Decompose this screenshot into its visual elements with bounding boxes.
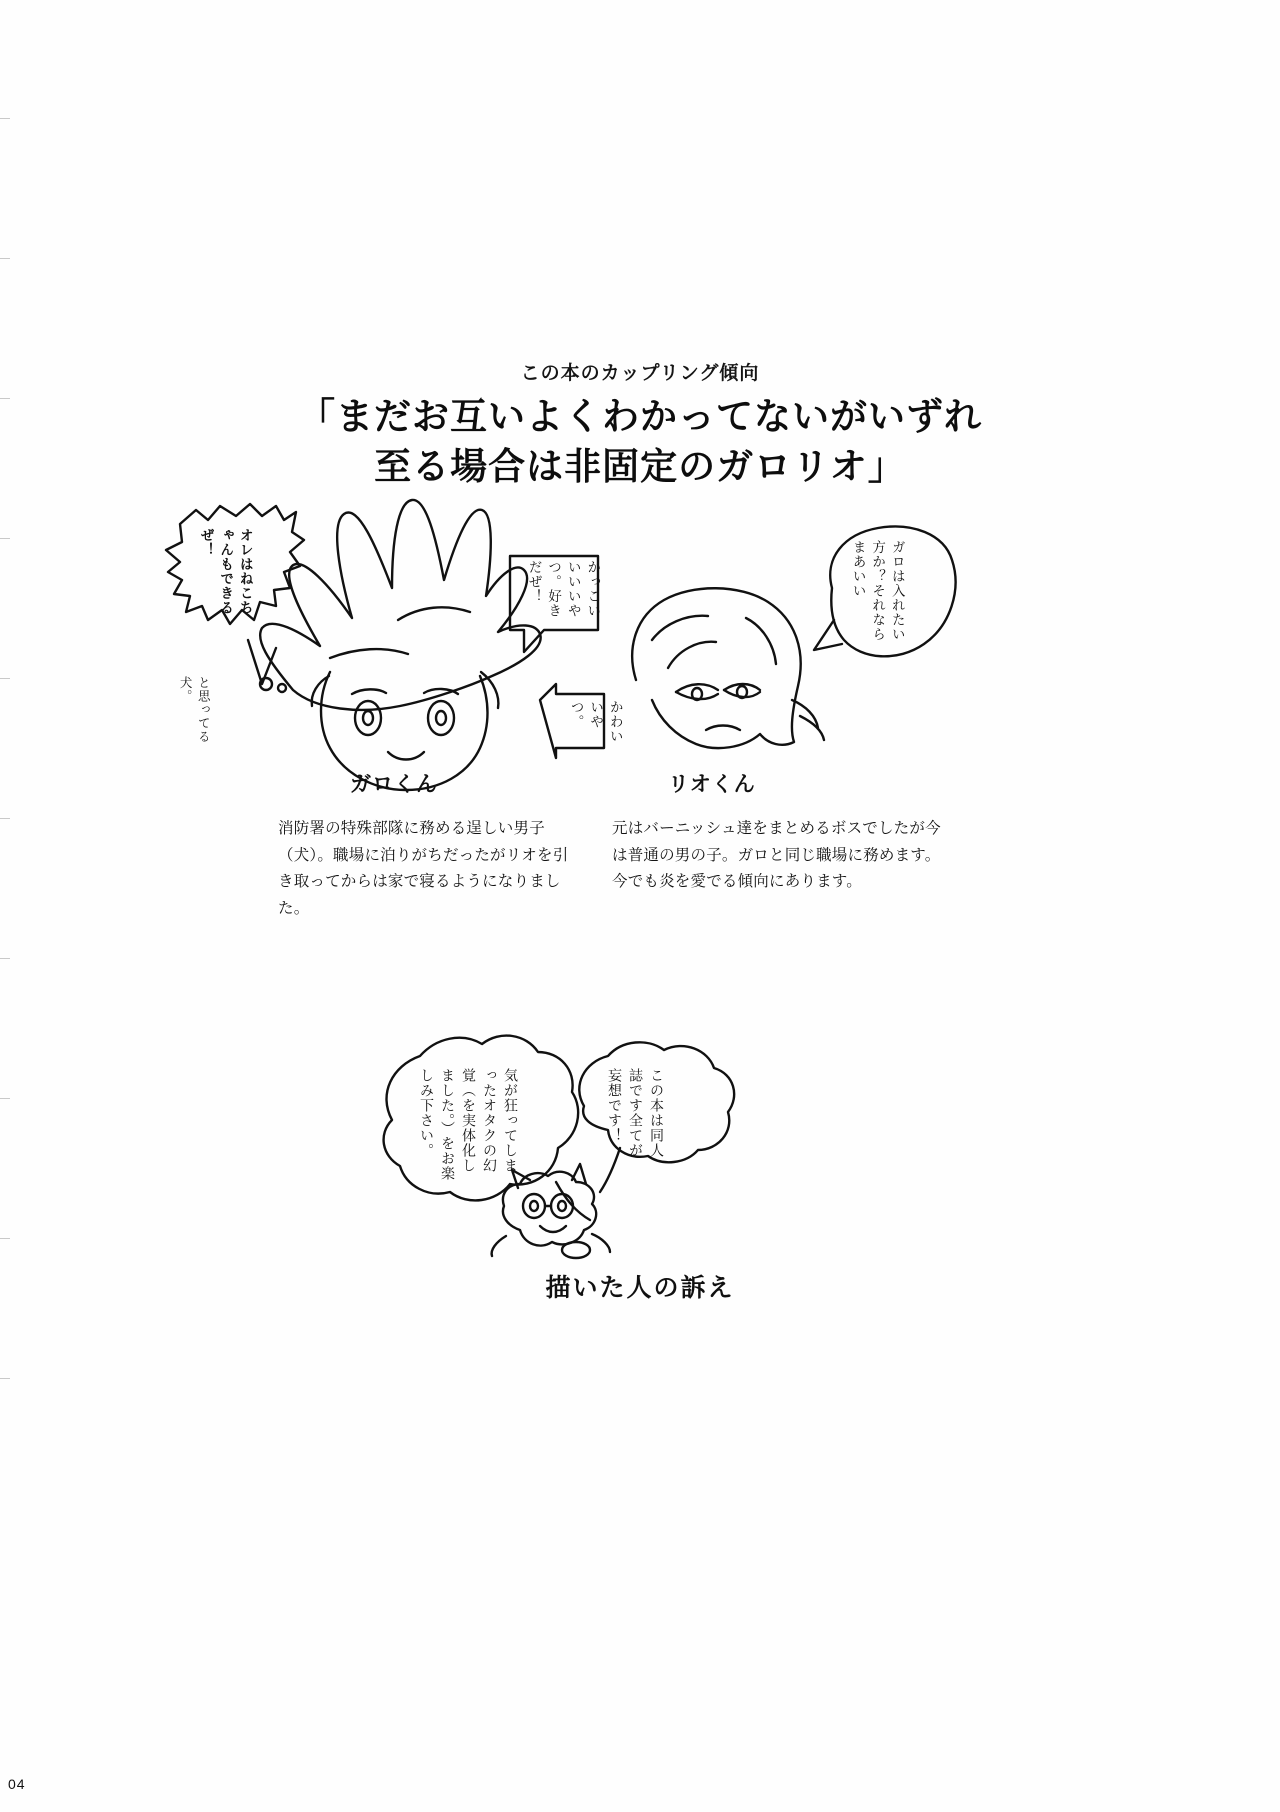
galo-bubble-1: オレはねこちゃんもできるぜ！ [198, 528, 253, 615]
galo-bubble-2: と思ってる犬。 [178, 676, 211, 744]
character-name-rio: リオくん [668, 773, 756, 796]
section-kicker: この本のカップリング傾向 [520, 363, 760, 384]
page-number: 04 [8, 1776, 26, 1792]
character-name-galo: ガロくん [350, 773, 438, 796]
character-description-rio: 元はバーニッシュ達をまとめるボスでしたが今は普通の男の子。ガロと同じ職場に務めます。今でも炎を愛でる傾向にあります。 [612, 820, 941, 891]
page-title-line-1: 「まだお互いよくわかってないがいずれ [298, 396, 982, 437]
galo-bubble-4: かわいいやつ。 [568, 700, 623, 744]
page-title-line-2: 至る場合は非固定のガロリオ」 [374, 445, 906, 487]
appeal-bubble-2: 気が狂ってしまったオタクの幻覚（を実体化しました。）をお楽しみ下さい。 [419, 1068, 519, 1181]
galo-bubble-3: かっこいいいいやつ。好きだぜ！ [526, 560, 601, 618]
appeal-title: 描いた人の訴え [545, 1274, 735, 1302]
character-description-galo: 消防署の特殊部隊に務める逞しい男子（犬）。職場に泊りがちだったがリオを引き取ってからは家で寝るようになりました。 [278, 820, 569, 917]
appeal-bubble-1: この本は同人誌です全てが妄想です！ [607, 1068, 665, 1158]
rio-bubble-1: ガロは入れたい方か？それならまあいい [850, 540, 905, 642]
